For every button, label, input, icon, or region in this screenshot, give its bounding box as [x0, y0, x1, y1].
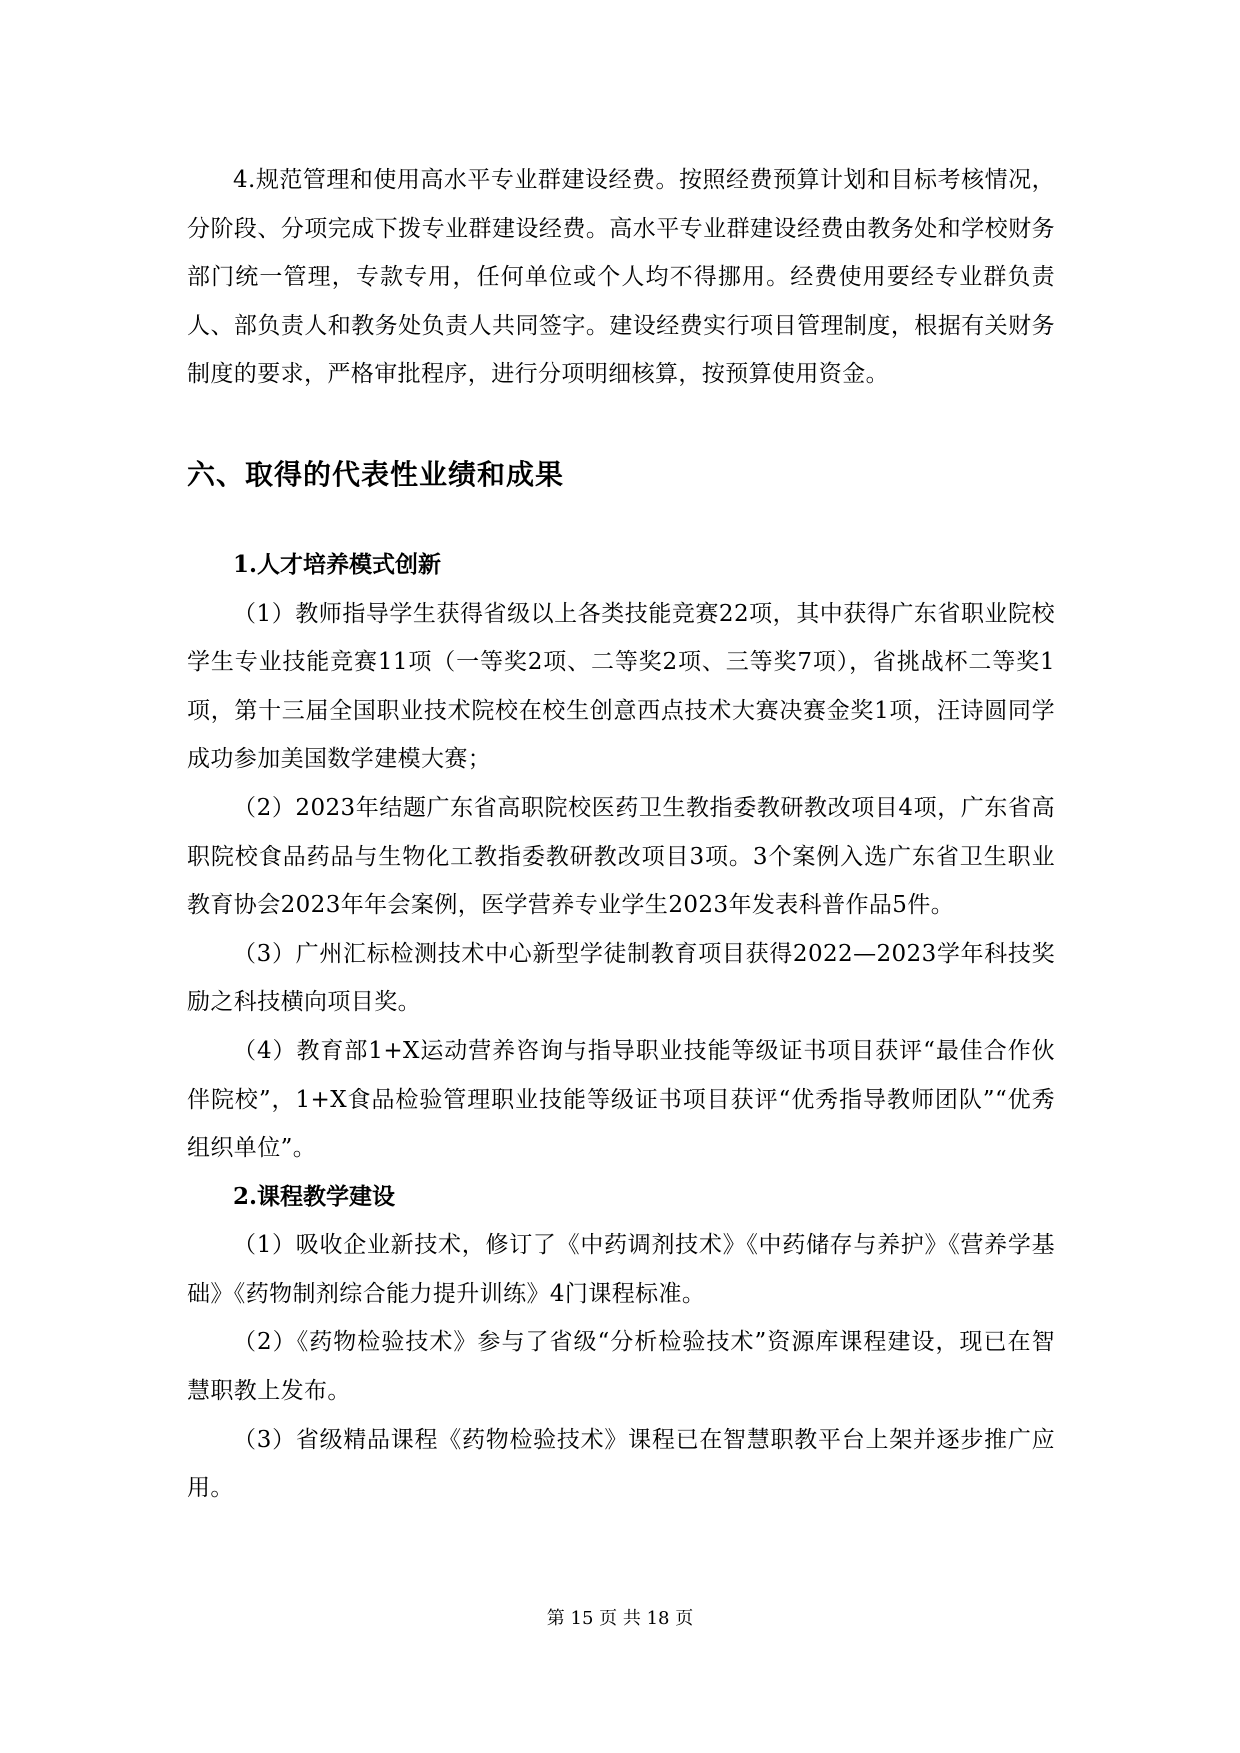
subsection-heading-talent: 1.人才培养模式创新 [233, 550, 442, 578]
intro-paragraph: 4.规范管理和使用高水平专业群建设经费。按照经费预算计划和目标考核情况，分阶段、分项完成下拨专业群建设经费。高水平专业群建设经费由教务处和学校财务部门统一管理，专款专用，任何单位或个人均不得挪用。经费使用要经专业群负责人、部负责人和教务处负责人共同签字。建设经费实行项目管理制度，根据有关财务制度的要求，严格审批程序，进行分项明细核算，按预算使用资金。 [187, 167, 1055, 388]
page-content [187, 156, 1055, 1513]
list-item: （4）教育部1+X运动营养咨询与指导职业技能等级证书项目获评“最佳合作伙伴院校”，1+X食品检验管理职业技能等级证书项目获评“优秀指导教师团队”“优秀组织单位”。 [187, 1037, 1055, 1162]
list-item: （2）2023年结题广东省高职院校医药卫生教指委教研教改项目4项，广东省高职院校食品药品与生物化工教指委教研教改项目3项。3个案例入选广东省卫生职业教育协会2023年年会案例，医学营养专业学生2023年发表科普作品5件。 [187, 794, 1055, 919]
list-item: （1）吸收企业新技术，修订了《中药调剂技术》《中药储存与养护》《营养学基础》《药物制剂综合能力提升训练》4门课程标准。 [187, 1232, 1055, 1307]
list-item: （3）省级精品课程《药物检验技术》课程已在智慧职教平台上架并逐步推广应用。 [187, 1426, 1055, 1502]
subsection-heading-course: 2.课程教学建设 [233, 1182, 396, 1210]
list-item: （2）《药物检验技术》参与了省级“分析检验技术”资源库课程建设，现已在智慧职教上发布。 [187, 1329, 1055, 1405]
list-item: （1）教师指导学生获得省级以上各类技能竞赛22项，其中获得广东省职业院校学生专业技能竞赛11项（一等奖2项、二等奖2项、三等奖7项），省挑战杯二等奖1项，第十三届全国职业技术院校在校生创意西点技术大赛决赛金奖1项，汪诗圆同学成功参加美国数学建模大赛； [187, 600, 1055, 773]
section-heading: 六、取得的代表性业绩和成果 [187, 457, 565, 491]
page-footer: 第 15 页 共 18 页 [546, 1608, 694, 1629]
list-item: （3）广州汇标检测技术中心新型学徒制教育项目获得2022—2023学年科技奖励之科技横向项目奖。 [187, 940, 1055, 1016]
